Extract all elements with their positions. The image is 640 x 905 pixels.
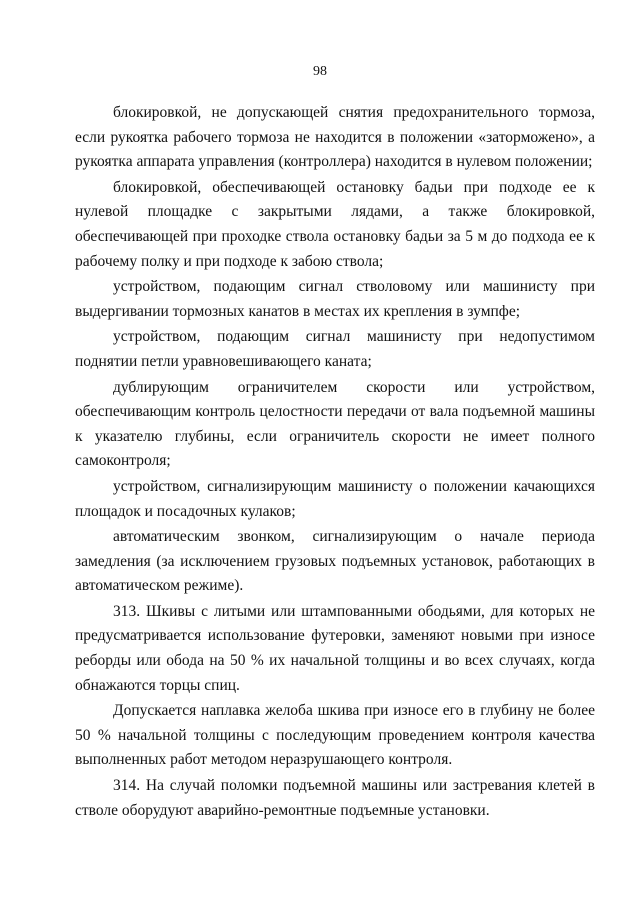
paragraph-bucket-stop-interlock: блокировкой, обеспечивающей остановку бадьи при подходе ее к нулевой площадке с закрытыми лядами, а также блокировкой, обеспечивающей при проходке ствола остановку бадьи за 5 м до подхода ее к рабочему полку и при подходе к забою ствола; (75, 178, 595, 270)
document-body (75, 101, 595, 824)
paragraph-deceleration-bell: автоматическим звонком, сигнализирующим о начале периода замедления (за исключением грузовых подъемных установок, работающих в автоматическом режиме). (75, 528, 595, 595)
paragraph-groove-surfacing: Допускается наплавка желоба шкива при износе его в глубину не более 50 % начальной толщины с последующим проведением контроля качества выполненных работ методом неразрушающего контроля. (75, 702, 595, 769)
paragraph-section-313: 313. Шкивы с литыми или штампованными ободьями, для которых не предусматривается использование футеровки, заменяют новыми при износе реборды или обода на 50 % их начальной толщины и во всех случаях, когда обнажаются торцы спиц. (75, 602, 595, 694)
paragraph-braking-interlock: блокировкой, не допускающей снятия предохранительного тормоза, если рукоятка рабочего тормоза не находится в положении «заторможено», а рукоятка аппарата управления (контроллера) находится в нулевом положении; (75, 104, 595, 171)
paragraph-platform-signal: устройством, сигнализирующим машинисту о положении качающихся площадок и посадочных кулаков; (75, 477, 595, 520)
paragraph-speed-limiter: дублирующим ограничителем скорости или устройством, обеспечивающим контроль целостности передачи от вала подъемной машины к указателю глубины, если ограничитель скорости не имеет полного самоконтроля; (75, 378, 595, 470)
paragraph-balance-rope-signal: устройством, подающим сигнал машинисту при недопустимом поднятии петли уравновешивающего каната; (75, 328, 595, 370)
paragraph-brake-rope-signal: устройством, подающим сигнал стволовому или машинисту при выдергивании тормозных канатов в местах их крепления в зумпфе; (75, 278, 595, 320)
paragraph-section-314: 314. На случай поломки подъемной машины или застревания клетей в стволе оборудуют аварийно-ремонтные подъемные установки. (75, 777, 595, 819)
page-number: 98 (313, 64, 327, 79)
